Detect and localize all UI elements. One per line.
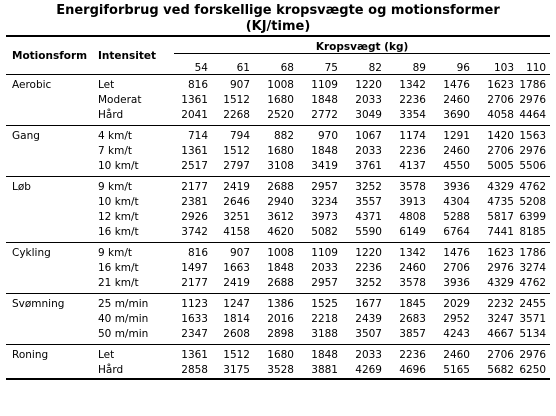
value-cell: 1512 bbox=[223, 349, 250, 361]
value-cell: 2976 bbox=[519, 94, 547, 106]
value-cell: 2033 bbox=[311, 262, 338, 274]
value-cell: 1848 bbox=[267, 262, 294, 274]
motionsform-cell bbox=[6, 159, 98, 177]
value-cell: 5506 bbox=[518, 159, 550, 177]
value-cell: 5682 bbox=[474, 363, 518, 379]
value-cell: 3252 bbox=[355, 181, 382, 193]
value-cell: 2232 bbox=[487, 298, 514, 310]
value-cell: 2688 bbox=[254, 276, 298, 294]
value-cell: 2460 bbox=[399, 262, 426, 274]
value-cell: 1814 bbox=[223, 313, 250, 325]
motionsform-cell bbox=[6, 93, 98, 108]
motionsform-cell: Svømning bbox=[12, 298, 65, 310]
value-cell: 2236 bbox=[399, 349, 426, 361]
value-cell: 1342 bbox=[399, 247, 426, 259]
motionsform-cell bbox=[6, 108, 98, 126]
table-title bbox=[0, 3, 556, 35]
intensity-cell: 9 km/t bbox=[98, 247, 132, 259]
value-cell: 1497 bbox=[181, 262, 208, 274]
value-cell: 2439 bbox=[355, 313, 382, 325]
value-cell: 3881 bbox=[298, 363, 342, 379]
title-line-1: Energiforbrug ved forskellige kropsvægte og motionsformer bbox=[56, 3, 500, 18]
value-cell: 6764 bbox=[430, 225, 474, 243]
value-cell: 5817 bbox=[487, 211, 514, 223]
intensity-cell: 21 km/t bbox=[98, 276, 170, 294]
value-cell: 1633 bbox=[181, 313, 208, 325]
value-cell: 5208 bbox=[519, 196, 547, 208]
table-row bbox=[6, 108, 550, 126]
value-cell: 2706 bbox=[487, 145, 514, 157]
intensity-cell: Hård bbox=[98, 108, 170, 126]
value-cell: 4667 bbox=[474, 327, 518, 345]
value-cell: 5165 bbox=[430, 363, 474, 379]
table-row bbox=[6, 126, 550, 145]
table-body bbox=[6, 75, 550, 380]
value-cell: 2646 bbox=[223, 196, 250, 208]
value-cell: 2347 bbox=[170, 327, 212, 345]
value-cell: 5288 bbox=[443, 211, 470, 223]
table-row bbox=[6, 294, 550, 313]
table-row bbox=[6, 312, 550, 327]
value-cell: 3049 bbox=[342, 108, 386, 126]
value-cell: 4304 bbox=[443, 196, 470, 208]
value-cell: 2976 bbox=[519, 145, 547, 157]
value-cell: 3108 bbox=[254, 159, 298, 177]
value-cell: 4329 bbox=[487, 181, 514, 193]
value-cell: 1512 bbox=[223, 145, 250, 157]
value-cell: 6399 bbox=[519, 211, 547, 223]
table-row bbox=[6, 75, 550, 94]
value-cell: 1680 bbox=[267, 145, 294, 157]
motionsform-cell bbox=[6, 225, 98, 243]
table-row bbox=[6, 261, 550, 276]
intensity-cell: Let bbox=[98, 349, 115, 361]
value-cell: 3251 bbox=[223, 211, 250, 223]
intensity-cell: 25 m/min bbox=[98, 298, 149, 310]
value-cell: 4158 bbox=[212, 225, 254, 243]
table-row bbox=[6, 195, 550, 210]
value-cell: 2236 bbox=[399, 94, 426, 106]
value-cell: 2460 bbox=[443, 94, 470, 106]
value-cell: 1680 bbox=[267, 94, 294, 106]
value-cell: 1476 bbox=[443, 247, 470, 259]
value-cell: 2957 bbox=[311, 181, 338, 193]
motionsform-cell: Gang bbox=[12, 130, 40, 142]
motionsform-cell: Roning bbox=[12, 349, 49, 361]
value-cell: 1680 bbox=[267, 349, 294, 361]
value-cell: 2858 bbox=[170, 363, 212, 379]
table-row bbox=[6, 363, 550, 379]
value-cell: 1525 bbox=[311, 298, 338, 310]
value-cell: 2797 bbox=[212, 159, 254, 177]
motionsform-cell: Cykling bbox=[12, 247, 51, 259]
value-cell: 2016 bbox=[267, 313, 294, 325]
value-cell: 2952 bbox=[443, 313, 470, 325]
value-cell: 2898 bbox=[254, 327, 298, 345]
motionsform-cell bbox=[6, 327, 98, 345]
weight-header-cell: 110 bbox=[518, 57, 550, 75]
table-row bbox=[6, 144, 550, 159]
value-cell: 1247 bbox=[223, 298, 250, 310]
value-cell: 1677 bbox=[355, 298, 382, 310]
value-cell: 2608 bbox=[212, 327, 254, 345]
value-cell: 3274 bbox=[519, 262, 547, 274]
motionsform-cell: Løb bbox=[12, 181, 31, 193]
motionsform-cell bbox=[6, 276, 98, 294]
weight-header-cell: 61 bbox=[212, 57, 254, 75]
motionsform-cell bbox=[6, 363, 98, 379]
value-cell: 4269 bbox=[342, 363, 386, 379]
value-cell: 907 bbox=[229, 79, 250, 91]
motionsform-cell bbox=[6, 210, 98, 225]
intensity-cell: 9 km/t bbox=[98, 181, 132, 193]
value-cell: 3913 bbox=[399, 196, 426, 208]
value-cell: 2460 bbox=[443, 145, 470, 157]
value-cell: 816 bbox=[187, 79, 208, 91]
value-cell: 2236 bbox=[355, 262, 382, 274]
intensity-cell: 40 m/min bbox=[98, 313, 149, 325]
value-cell: 2419 bbox=[212, 276, 254, 294]
value-cell: 4243 bbox=[430, 327, 474, 345]
value-cell: 1623 bbox=[487, 247, 514, 259]
value-cell: 2033 bbox=[355, 349, 382, 361]
value-cell: 1361 bbox=[181, 145, 208, 157]
intensity-cell: 16 km/t bbox=[98, 225, 170, 243]
value-cell: 2926 bbox=[181, 211, 208, 223]
value-cell: 7441 bbox=[474, 225, 518, 243]
value-cell: 3936 bbox=[443, 181, 470, 193]
table-row bbox=[6, 159, 550, 177]
value-cell: 1342 bbox=[399, 79, 426, 91]
value-cell: 1123 bbox=[181, 298, 208, 310]
value-cell: 2772 bbox=[298, 108, 342, 126]
value-cell: 2976 bbox=[487, 262, 514, 274]
value-cell: 4762 bbox=[518, 276, 550, 294]
table-row bbox=[6, 327, 550, 345]
value-cell: 4620 bbox=[254, 225, 298, 243]
value-cell: 1109 bbox=[311, 79, 338, 91]
value-cell: 1109 bbox=[311, 247, 338, 259]
value-cell: 6250 bbox=[518, 363, 550, 379]
value-cell: 3528 bbox=[254, 363, 298, 379]
value-cell: 1067 bbox=[355, 130, 382, 142]
value-cell: 714 bbox=[187, 130, 208, 142]
value-cell: 1563 bbox=[519, 130, 547, 142]
value-cell: 794 bbox=[229, 130, 250, 142]
header-motionsform: Motionsform bbox=[6, 36, 98, 75]
value-cell: 2976 bbox=[519, 349, 547, 361]
value-cell: 1361 bbox=[181, 349, 208, 361]
value-cell: 1786 bbox=[519, 247, 547, 259]
value-cell: 2033 bbox=[355, 94, 382, 106]
value-cell: 3578 bbox=[386, 276, 430, 294]
value-cell: 3578 bbox=[399, 181, 426, 193]
header-intensitet: Intensitet bbox=[98, 36, 170, 75]
value-cell: 1220 bbox=[355, 79, 382, 91]
value-cell: 3973 bbox=[311, 211, 338, 223]
value-cell: 907 bbox=[229, 247, 250, 259]
table-row bbox=[6, 243, 550, 262]
value-cell: 2706 bbox=[487, 349, 514, 361]
table-row bbox=[6, 276, 550, 294]
table-row bbox=[6, 93, 550, 108]
value-cell: 882 bbox=[273, 130, 294, 142]
value-cell: 816 bbox=[187, 247, 208, 259]
value-cell: 3507 bbox=[342, 327, 386, 345]
motionsform-cell bbox=[6, 144, 98, 159]
value-cell: 1008 bbox=[267, 79, 294, 91]
weight-header-cell: 68 bbox=[254, 57, 298, 75]
intensity-cell: 4 km/t bbox=[98, 130, 132, 142]
value-cell: 3571 bbox=[519, 313, 547, 325]
weight-header-cell: 82 bbox=[342, 57, 386, 75]
value-cell: 1174 bbox=[399, 130, 426, 142]
value-cell: 3612 bbox=[267, 211, 294, 223]
header-kropsvaegt: Kropsvægt (kg) bbox=[170, 36, 550, 57]
value-cell: 1386 bbox=[267, 298, 294, 310]
value-cell: 1512 bbox=[223, 94, 250, 106]
value-cell: 1848 bbox=[311, 145, 338, 157]
value-cell: 2957 bbox=[298, 276, 342, 294]
weight-header-cell: 96 bbox=[430, 57, 474, 75]
value-cell: 5590 bbox=[342, 225, 386, 243]
intensity-cell: 16 km/t bbox=[98, 262, 139, 274]
value-cell: 3175 bbox=[212, 363, 254, 379]
value-cell: 3354 bbox=[386, 108, 430, 126]
value-cell: 1786 bbox=[519, 79, 547, 91]
value-cell: 2419 bbox=[223, 181, 250, 193]
value-cell: 4735 bbox=[487, 196, 514, 208]
intensity-cell: 10 km/t bbox=[98, 159, 170, 177]
value-cell: 2520 bbox=[254, 108, 298, 126]
weight-header-cell: 89 bbox=[386, 57, 430, 75]
value-cell: 3247 bbox=[487, 313, 514, 325]
value-cell: 1220 bbox=[355, 247, 382, 259]
value-cell: 2218 bbox=[311, 313, 338, 325]
table-row bbox=[6, 177, 550, 196]
value-cell: 4371 bbox=[355, 211, 382, 223]
value-cell: 4329 bbox=[474, 276, 518, 294]
value-cell: 3557 bbox=[355, 196, 382, 208]
value-cell: 1476 bbox=[443, 79, 470, 91]
value-cell: 1361 bbox=[181, 94, 208, 106]
value-cell: 4762 bbox=[519, 181, 547, 193]
value-cell: 2940 bbox=[267, 196, 294, 208]
value-cell: 4137 bbox=[386, 159, 430, 177]
value-cell: 3188 bbox=[298, 327, 342, 345]
weight-header-cell: 103 bbox=[474, 57, 518, 75]
table-row bbox=[6, 210, 550, 225]
intensity-cell: 7 km/t bbox=[98, 145, 132, 157]
intensity-cell: Hård bbox=[98, 363, 170, 379]
value-cell: 2177 bbox=[181, 181, 208, 193]
value-cell: 5005 bbox=[474, 159, 518, 177]
motionsform-cell bbox=[6, 312, 98, 327]
value-cell: 2033 bbox=[355, 145, 382, 157]
intensity-cell: 12 km/t bbox=[98, 211, 139, 223]
value-cell: 2041 bbox=[170, 108, 212, 126]
value-cell: 2517 bbox=[170, 159, 212, 177]
intensity-cell: Moderat bbox=[98, 94, 142, 106]
motionsform-cell bbox=[6, 195, 98, 210]
value-cell: 4808 bbox=[399, 211, 426, 223]
motionsform-cell: Aerobic bbox=[12, 79, 52, 91]
intensity-cell: Let bbox=[98, 79, 115, 91]
value-cell: 2381 bbox=[181, 196, 208, 208]
value-cell: 1848 bbox=[311, 349, 338, 361]
value-cell: 2688 bbox=[267, 181, 294, 193]
table-row bbox=[6, 225, 550, 243]
table-row bbox=[6, 345, 550, 364]
value-cell: 3936 bbox=[430, 276, 474, 294]
weight-header-cell: 75 bbox=[298, 57, 342, 75]
value-cell: 1845 bbox=[399, 298, 426, 310]
value-cell: 1008 bbox=[267, 247, 294, 259]
title-line-2: (KJ/time) bbox=[245, 19, 311, 34]
value-cell: 3857 bbox=[386, 327, 430, 345]
value-cell: 3419 bbox=[298, 159, 342, 177]
weight-header-cell: 54 bbox=[170, 57, 212, 75]
value-cell: 2455 bbox=[519, 298, 547, 310]
value-cell: 3234 bbox=[311, 196, 338, 208]
value-cell: 970 bbox=[317, 130, 338, 142]
value-cell: 3252 bbox=[342, 276, 386, 294]
motionsform-cell bbox=[6, 261, 98, 276]
value-cell: 5082 bbox=[298, 225, 342, 243]
value-cell: 4058 bbox=[474, 108, 518, 126]
value-cell: 3690 bbox=[430, 108, 474, 126]
value-cell: 3761 bbox=[342, 159, 386, 177]
value-cell: 4464 bbox=[518, 108, 550, 126]
value-cell: 2706 bbox=[487, 94, 514, 106]
value-cell: 1623 bbox=[487, 79, 514, 91]
value-cell: 1663 bbox=[223, 262, 250, 274]
value-cell: 2177 bbox=[170, 276, 212, 294]
intensity-cell: 10 km/t bbox=[98, 196, 139, 208]
value-cell: 4696 bbox=[386, 363, 430, 379]
value-cell: 3742 bbox=[170, 225, 212, 243]
value-cell: 2236 bbox=[399, 145, 426, 157]
value-cell: 2706 bbox=[443, 262, 470, 274]
value-cell: 1848 bbox=[311, 94, 338, 106]
value-cell: 2029 bbox=[443, 298, 470, 310]
intensity-cell: 50 m/min bbox=[98, 327, 170, 345]
energy-table bbox=[6, 35, 550, 380]
value-cell: 2683 bbox=[399, 313, 426, 325]
value-cell: 4550 bbox=[430, 159, 474, 177]
value-cell: 6149 bbox=[386, 225, 430, 243]
value-cell: 1420 bbox=[487, 130, 514, 142]
value-cell: 2268 bbox=[212, 108, 254, 126]
value-cell: 8185 bbox=[518, 225, 550, 243]
value-cell: 5134 bbox=[518, 327, 550, 345]
value-cell: 2460 bbox=[443, 349, 470, 361]
value-cell: 1291 bbox=[443, 130, 470, 142]
